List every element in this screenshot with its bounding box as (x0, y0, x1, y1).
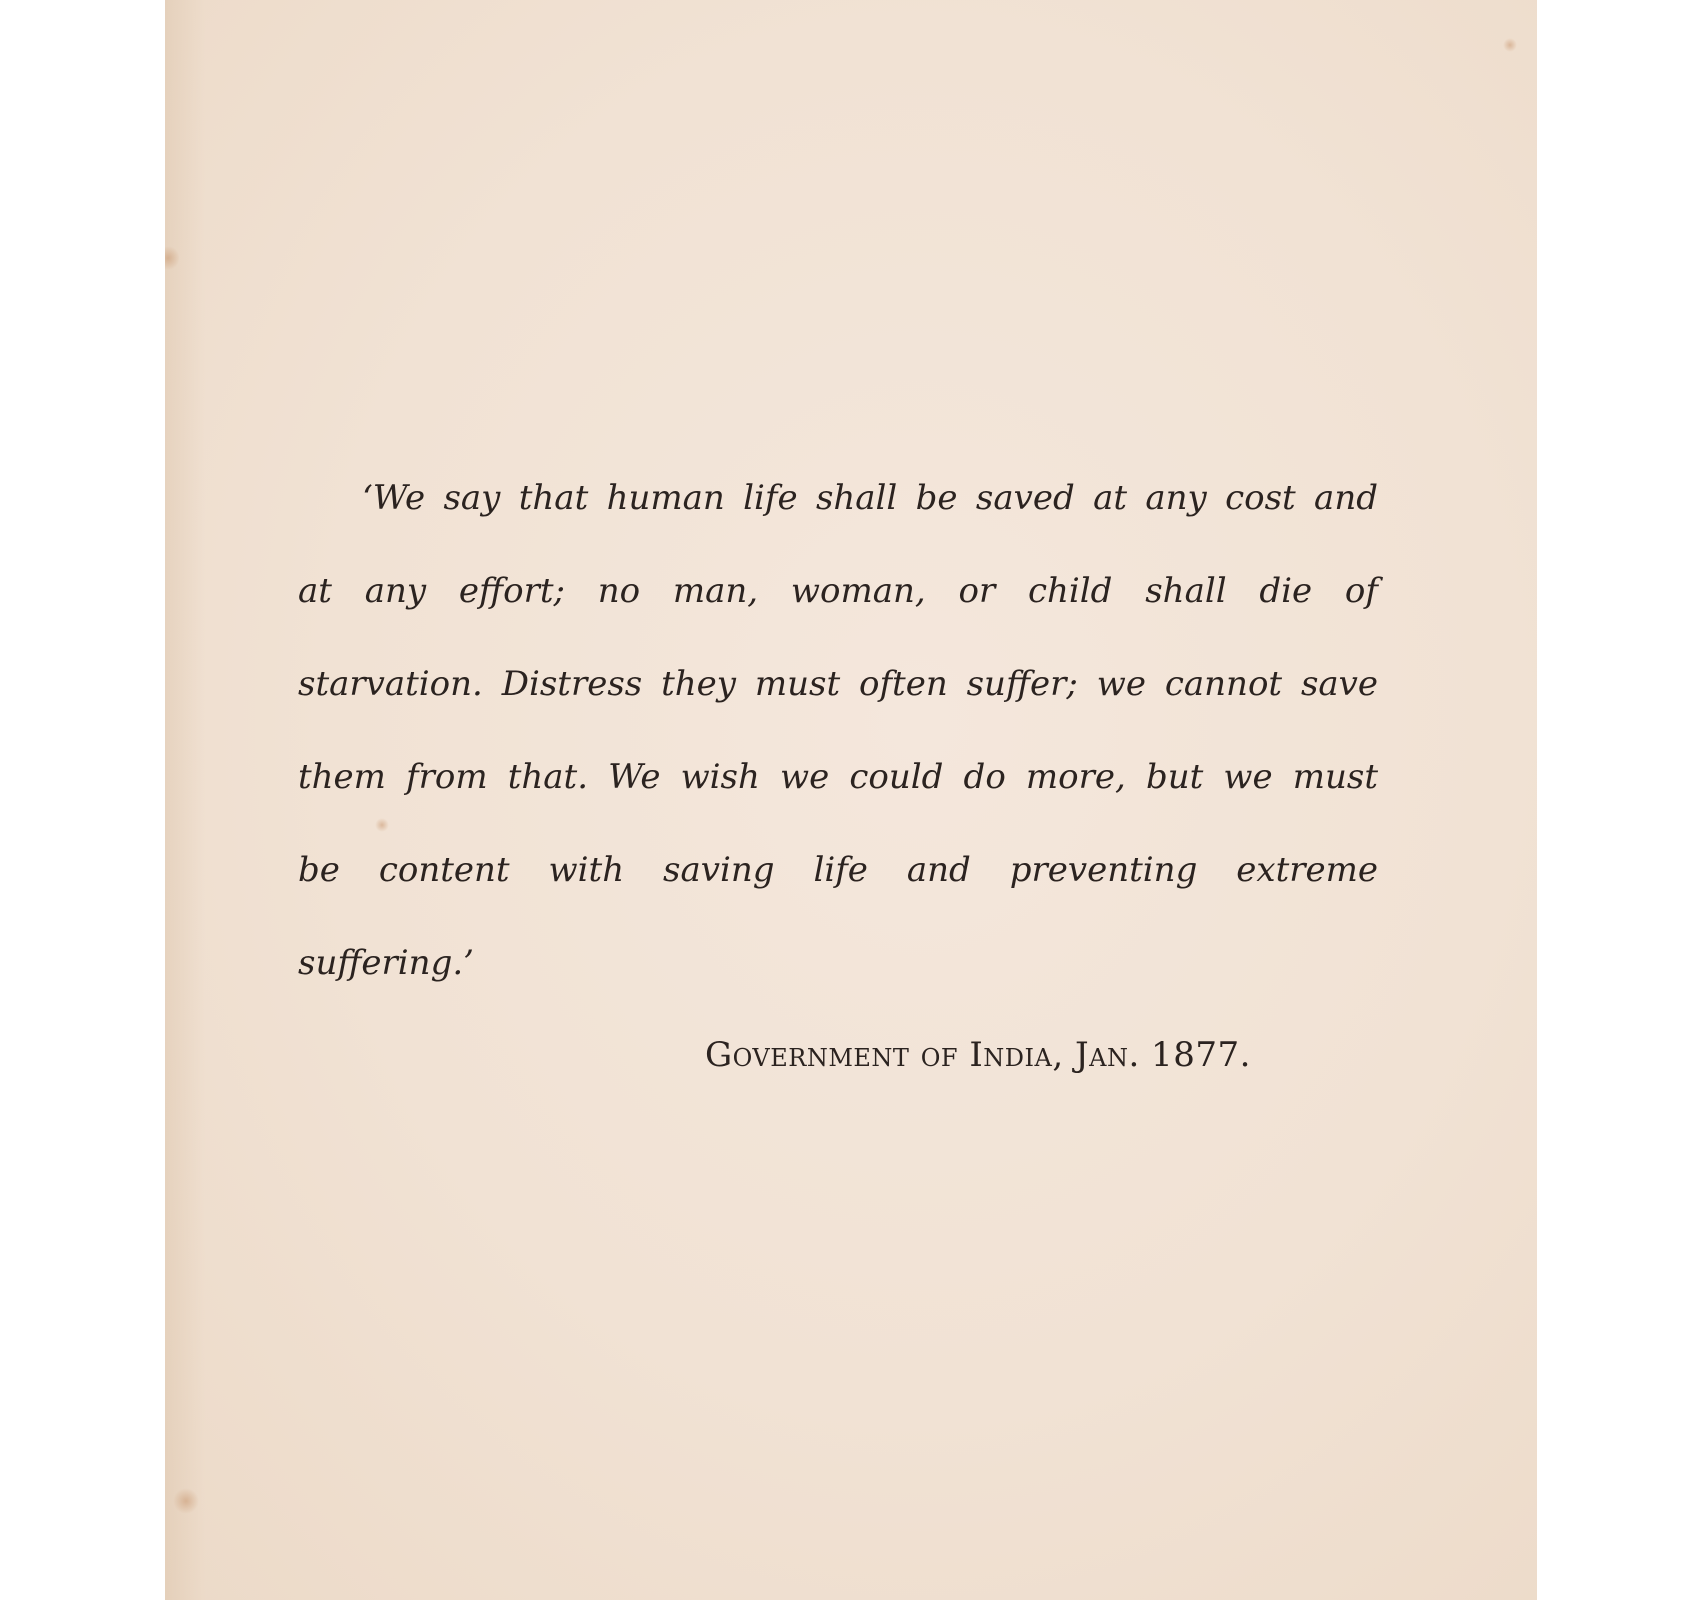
paper-stain (165, 245, 179, 271)
quotation-attribution: Government of India, Jan. 1877. (705, 1035, 1251, 1075)
quotation-text: ‘We say that human life shall be saved at any cost and at any effort; no man, woman, or child shall die of starvation. Distress they must often suffer; we cannot save them from that. We wish we could do more, but we must be content with saving life and preventing extreme suffering.’ (298, 478, 1378, 983)
paper-stain (1503, 38, 1517, 52)
book-page (165, 0, 1537, 1600)
paper-stain (173, 1488, 199, 1514)
